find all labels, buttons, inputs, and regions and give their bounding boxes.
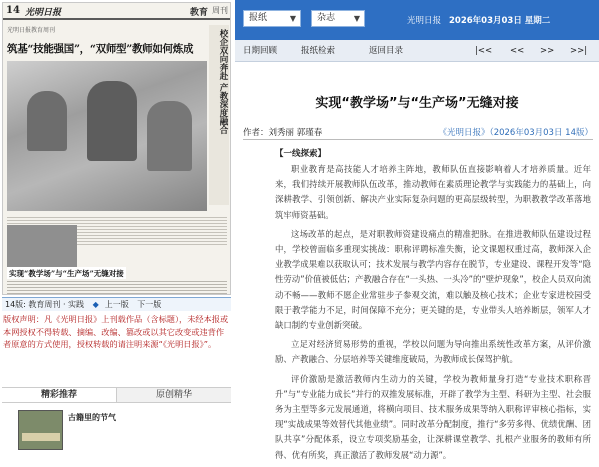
- tab-original[interactable]: 原创精华: [155, 390, 192, 400]
- right-panel: [235, 0, 599, 460]
- article-body: [275, 162, 591, 467]
- article-paragraph: 这场改革的起点，是对职教师资建设痛点的精准把脉。在推进教师队伍建设过程中，学校曾面临多重现实挑战：职称评聘标准失衡，论文课题权重过高，教师深入企业教学成果难以获取认可；技术发展与教学内容存在脱节，专业建设、课程开发等“隐性劳动”价值被低估；产教融合存在“一头热、一头冷”的“壁炉现象”，校企人员双向流动不畅——教师不愿企业常驻步子参观交流，难以触及核心技术；企业专家进校园受限于教学能力不足，时间保障不充分；更关键的是，专业带头人培养断层，领军人才缺口制约专业创新突破。: [275, 228, 591, 331]
- article-paragraph: 立足对经济贸易形势的重视，学校以问题为导向推出系统性改革方案，从评价激励、产教融合、分层培养等关键维度破局，为教师成长保驾护航。: [275, 339, 591, 365]
- newspaper-select[interactable]: [243, 10, 301, 27]
- magazine-select-value: 杂志: [317, 13, 336, 23]
- newspaper-page-thumbnail[interactable]: [2, 2, 231, 295]
- prev-page-link[interactable]: 上一版: [104, 300, 129, 309]
- newspaper-kicker: 光明日报教育周刊: [7, 27, 56, 34]
- vertical-headline[interactable]: 校企双向奔赴 产教深度融合: [209, 25, 229, 205]
- copyright-notice: 版权声明：凡《光明日报》上刊载作品（含标题），未经本报或本网授权不得转载、摘编、改编、篡改或以其它改变或违背作者原意的方式使用，授权转载的请注明来源“《光明日报》”。: [3, 314, 229, 349]
- issue-date: 2026年03月03日 星期二: [449, 16, 551, 26]
- page-label: 周刊: [212, 6, 228, 15]
- chevron-down-icon: ▼: [353, 14, 360, 23]
- top-bar: [235, 0, 599, 40]
- article-section-tag: 【一线探索】: [275, 149, 327, 159]
- newspaper-select-value: 报纸: [249, 13, 268, 23]
- first-page-button[interactable]: |<<: [475, 46, 493, 56]
- newspaper-photo-small: [7, 225, 77, 267]
- current-page-label: 14版: 教育周刊 · 实践: [5, 300, 85, 309]
- divider: [243, 139, 593, 140]
- prev-page-icon[interactable]: ◆: [92, 300, 99, 309]
- newspaper-masthead: [3, 3, 230, 20]
- article-source: 《光明日报》（2026年03月03日 14版）: [438, 128, 593, 138]
- article-title: 实现“教学场”与“生产场”无缝对接: [315, 96, 519, 111]
- toolbar: [235, 40, 599, 62]
- recommend-item-title[interactable]: 古籍里的节气: [68, 413, 116, 422]
- newspaper-text-block: [7, 279, 227, 295]
- article-paragraph: 评价激励是激活教师内生动力的关键，学校为教师量身打造“专业技术职称晋升”与“专业能力成长”并行的双推发展标准，开辟了教学为主型、科研为主型、社会服务为主型等多元发展通道，将横向项目、技术服务成果等纳入职称评审核心指标，实现“实战成果等效替代其他业绩”。同时改革分配制度，推行“多劳多得、优绩优酬、团队共享”分配体系，设立专项奖励基金，让深耕课堂教学、扎根产业服务的教师有所得、优有所奖，真正激活了教师发展“动力源”。: [275, 373, 591, 460]
- masthead-name: 光明日报: [25, 8, 62, 18]
- left-panel: [0, 0, 233, 452]
- back-to-contents-link[interactable]: 返回目录: [369, 46, 404, 56]
- article-meta: [243, 126, 593, 140]
- brand-name: 光明日报: [407, 16, 442, 26]
- article-author: 作者：刘秀丽 郭瑾春: [243, 128, 323, 138]
- chevron-down-icon: ▼: [289, 14, 296, 23]
- next-page-button[interactable]: >>: [540, 46, 555, 56]
- date-review-link[interactable]: 日期回顾: [243, 46, 278, 56]
- newspaper-sub-headline[interactable]: 实现“教学场”与“生产场”无缝对接: [9, 269, 124, 278]
- page-navigation: [2, 297, 231, 311]
- recommend-tabs: [2, 387, 231, 403]
- last-page-button[interactable]: >>|: [570, 46, 588, 56]
- article-paragraph: 职业教育是高技能人才培养主阵地，教师队伍直接影响着人才培养质量。近年来，我们持续开展教师队伍改革，推动教师在素质理论教学与实践能力的基础上，向深耕教学、引领创新、解决产业实际复杂问题的更高层级转型，为职教教学改革落地筑牢师资基础。: [275, 164, 591, 220]
- prev-page-button[interactable]: <<: [510, 46, 525, 56]
- next-page-link[interactable]: 下一版: [137, 300, 162, 309]
- newspaper-search-link[interactable]: 报纸检索: [301, 46, 336, 56]
- section-name: 教育: [189, 8, 208, 18]
- newspaper-photo: [7, 61, 207, 211]
- newspaper-headline[interactable]: 筑基“技能强国”，“双师型”教师如何炼成: [7, 43, 194, 55]
- book-cover-thumbnail[interactable]: [18, 410, 63, 450]
- page-number: 14: [6, 5, 20, 16]
- magazine-select[interactable]: [311, 10, 365, 27]
- tab-recommend[interactable]: 精彩推荐: [2, 388, 117, 402]
